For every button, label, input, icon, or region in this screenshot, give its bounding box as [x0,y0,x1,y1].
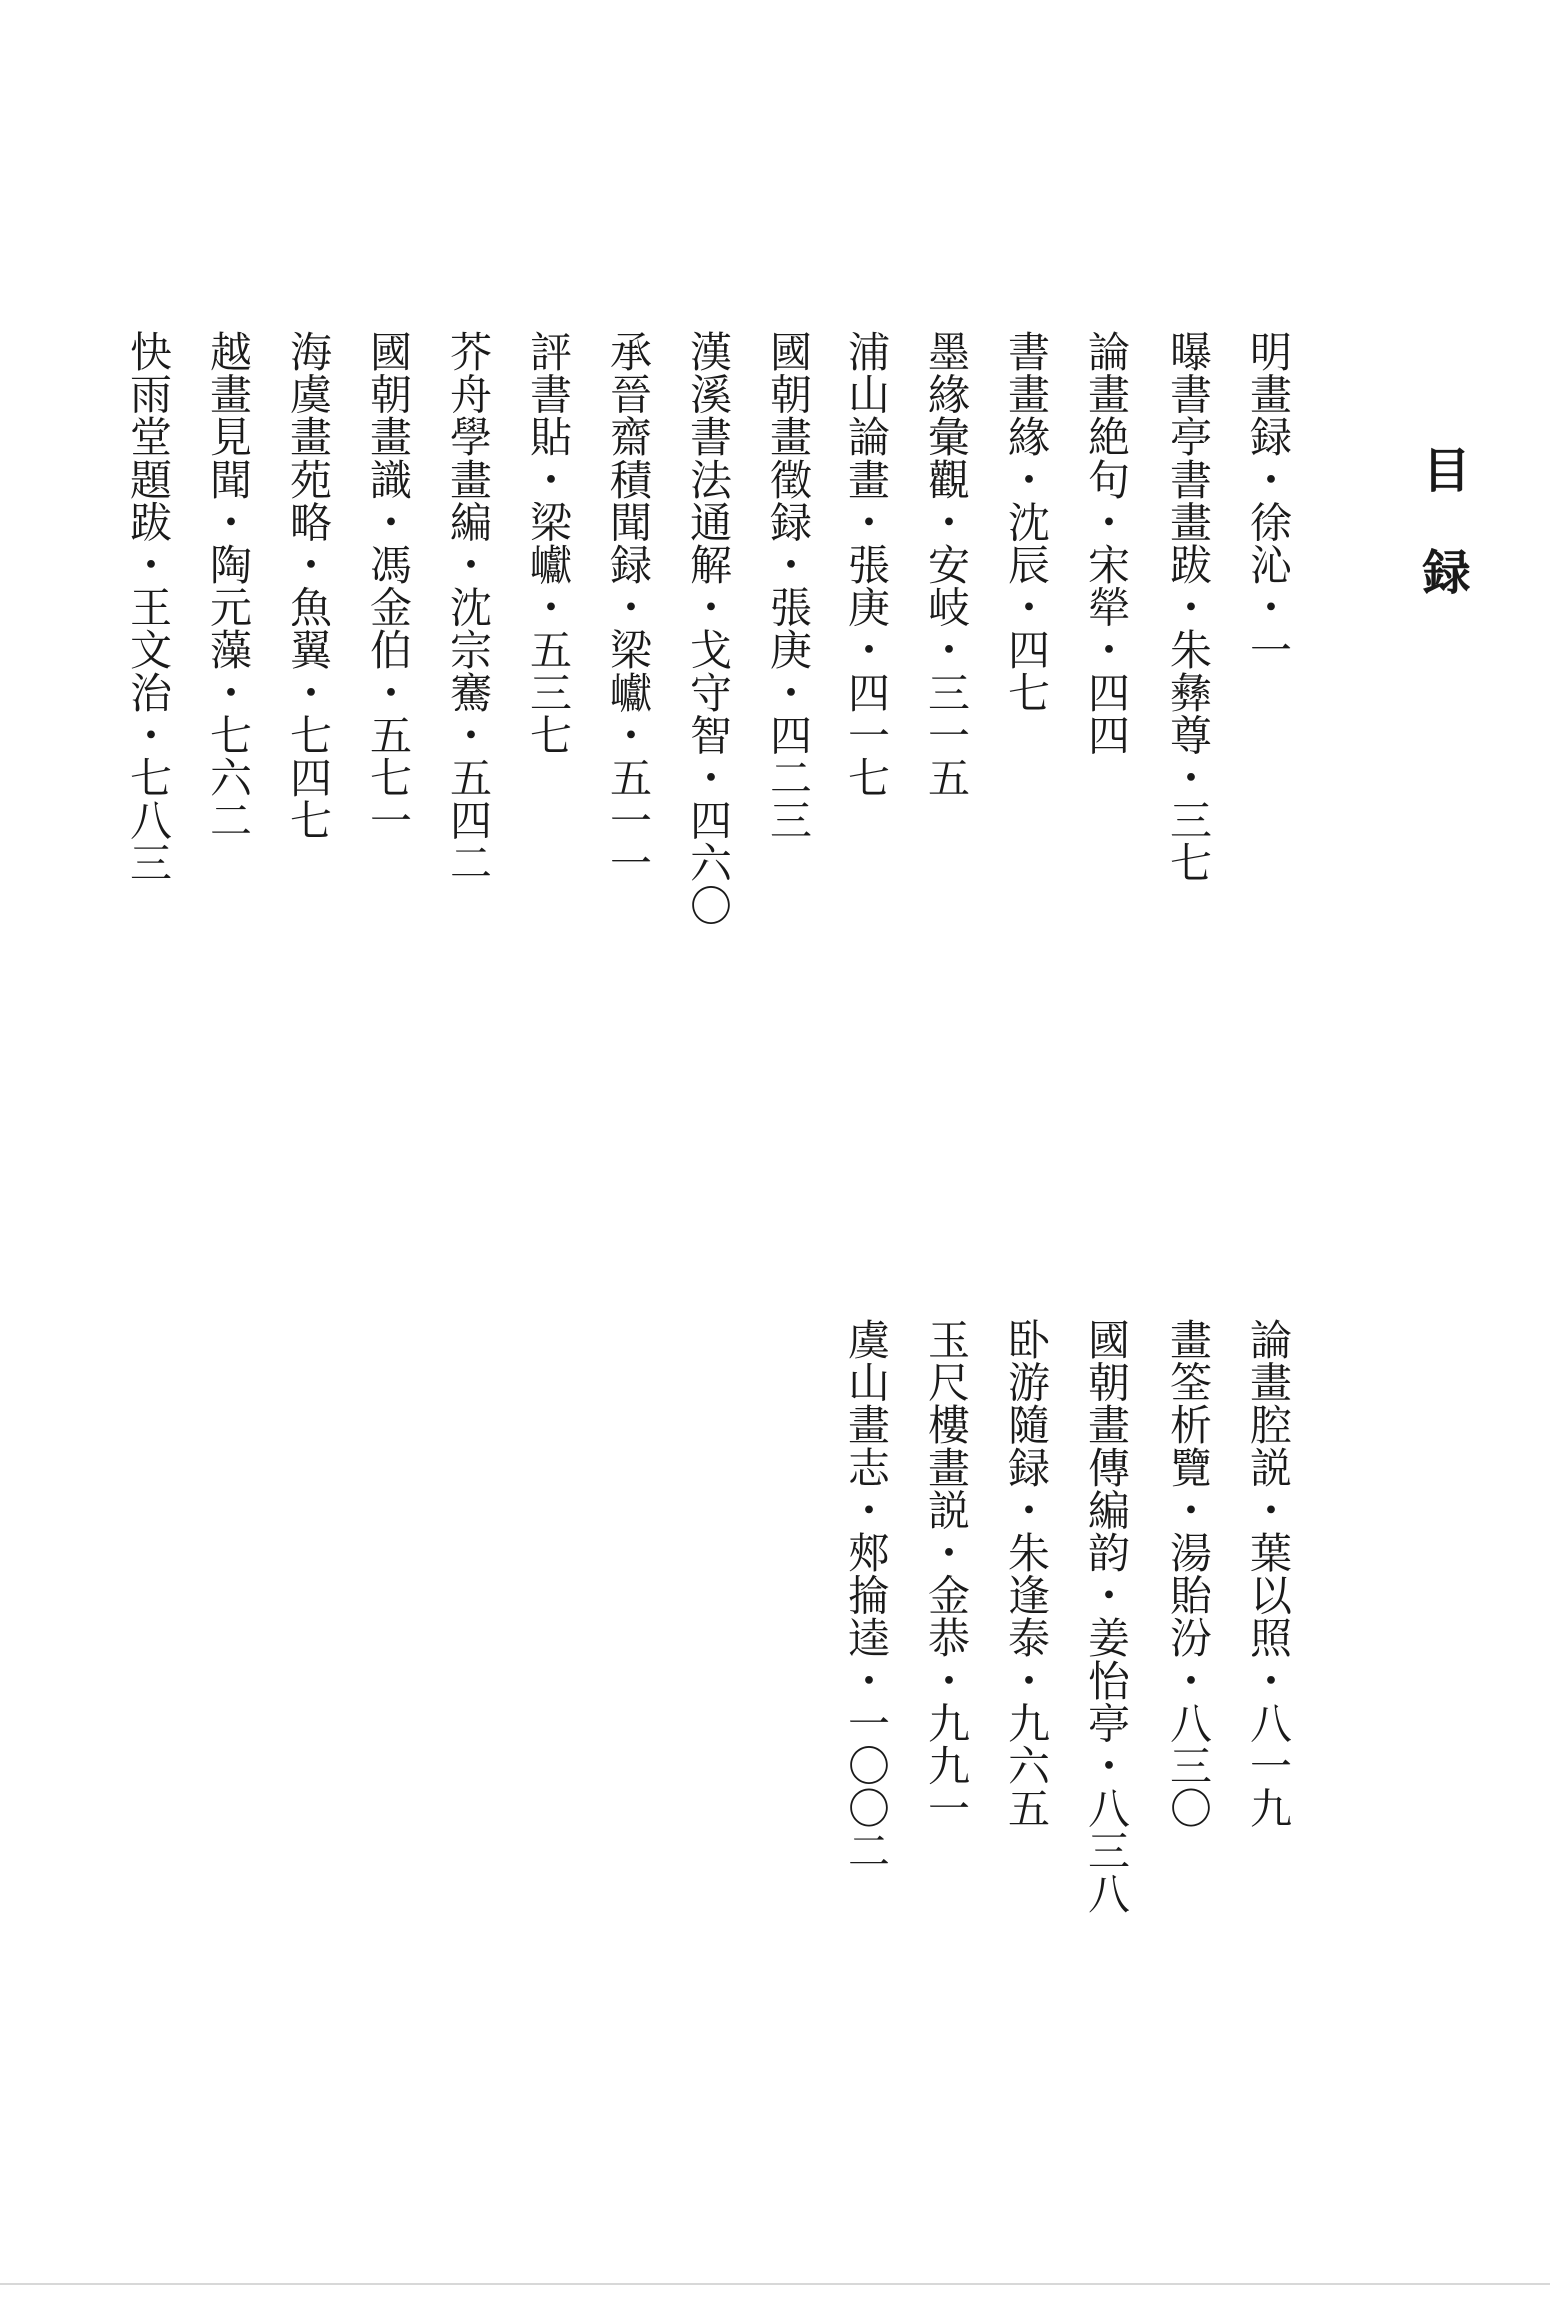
toc-entry: 論畫絶句・宋犖・四四 [1082,330,1131,756]
toc-entry: 漢溪書法通解・戈守智・四六〇 [684,330,733,927]
toc-entry: 浦山論畫・張庚・四一七 [842,330,891,799]
toc-entry: 承晉齋積聞録・梁巘・五一一 [604,330,653,884]
toc-entry: 虞山畫志・郟掄逵・一〇〇二 [842,1318,891,1872]
toc-entry: 芥舟學畫編・沈宗騫・五四二 [444,330,493,884]
toc-entry: 越畫見聞・陶元藻・七六二 [204,330,253,842]
page-bottom-rule [0,2283,1550,2285]
toc-entry: 國朝畫識・馮金伯・五七一 [364,330,413,842]
toc-entry: 快雨堂題跋・王文治・七八三 [124,330,173,884]
toc-entry: 曝書亭書畫跋・朱彝尊・三七 [1164,330,1213,884]
toc-entry: 書畫緣・沈辰・四七 [1002,330,1051,714]
toc-entry: 海虞畫苑略・魚翼・七四七 [284,330,333,842]
toc-entry: 卧游隨録・朱逢泰・九六五 [1002,1318,1051,1830]
toc-entry: 墨緣彙觀・安岐・三一五 [922,330,971,799]
toc-entry: 評書貼・梁巘・五三七 [524,330,573,756]
toc-entry: 畫筌析覽・湯貽汾・八三〇 [1164,1318,1213,1830]
toc-entry: 國朝畫傳編韵・姜怡亭・八三八 [1082,1318,1131,1915]
toc-entry: 國朝畫徵録・張庚・四二三 [764,330,813,842]
toc-entry: 玉尺樓畫説・金恭・九九一 [922,1318,971,1830]
toc-entry: 明畫録・徐沁・一 [1244,330,1293,671]
page-title: 目録 [1414,445,1470,649]
toc-entry: 論畫腔説・葉以照・八一九 [1244,1318,1293,1830]
